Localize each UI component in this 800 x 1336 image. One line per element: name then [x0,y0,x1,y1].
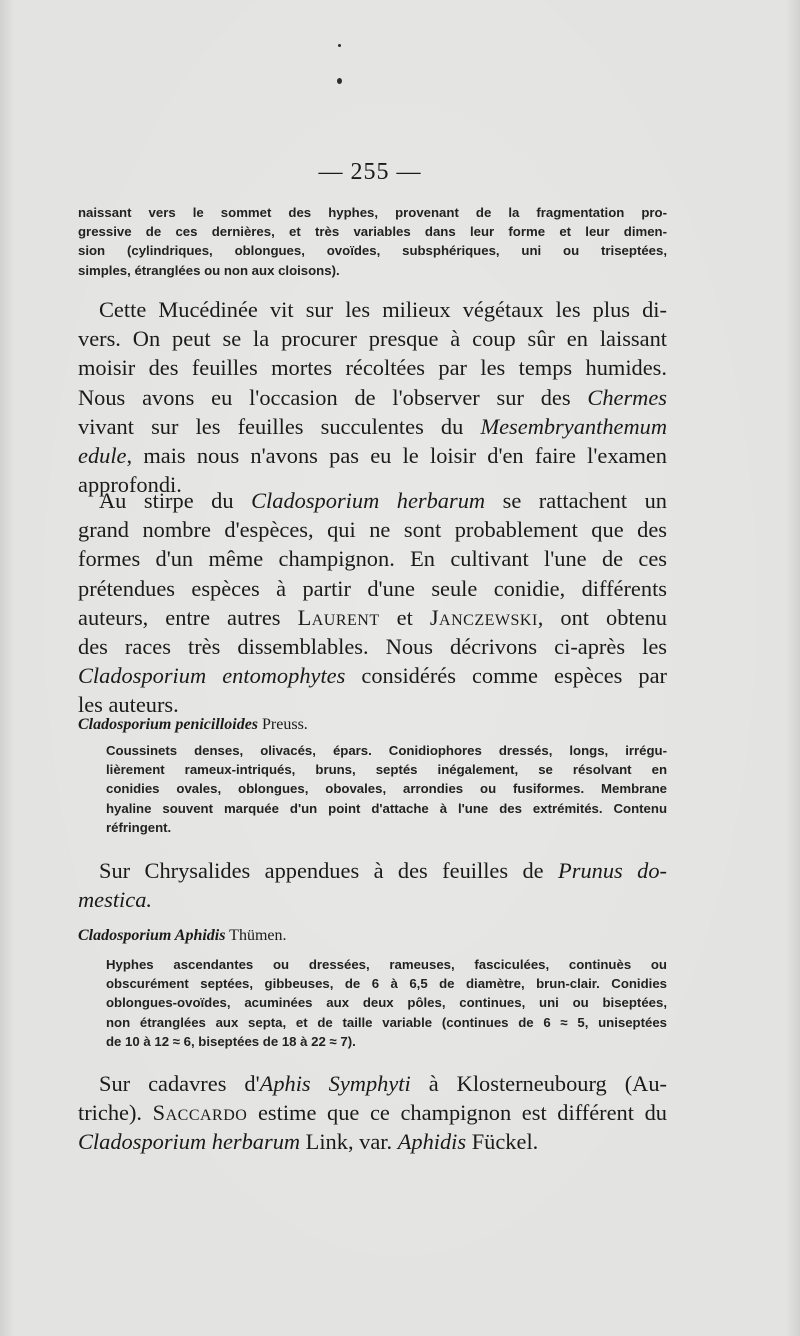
species-host-note [78,856,667,914]
text-line: de 10 à 12 ≈ 6, biseptées de 18 à 22 ≈ 7). [106,1033,356,1049]
text-line: auteurs, entre autres Laurent et Janczewski, ont obtenu [78,604,667,630]
species-description [106,955,667,1051]
text-line: vivant sur les feuilles succulentes du Mesembryanthemum [78,413,667,439]
text-line: Cladosporium entomophytes considérés comme espèces par [78,663,668,689]
paragraph-stirpe [78,486,667,720]
text-line: vers. On peut se la procurer presque à coup sûr en laissant [78,326,667,352]
text-line: non étranglées aux septa, et de taille variable (continues de 6 ≈ 5, uniseptées [106,1014,667,1030]
text-line: les auteurs. [78,692,179,718]
text-line: edule, mais nous n'avons pas eu le loisir d'en faire l'examen [78,443,667,469]
text-line: mestica. [78,887,152,913]
text-line: triche). Saccardo estime que ce champignon est différent du [78,1100,667,1126]
text-line: Cladosporium herbarum Link, var. Aphidis Fückel. [78,1129,539,1155]
text-line: des races très dissemblables. Nous décrivons ci-après les [78,634,667,660]
text-line: sion (cylindriques, oblongues, ovoïdes, subsphériques, uni ou triseptées, [78,243,667,259]
text-line: gressive de ces dernières, et très variables dans leur forme et leur dimen- [78,224,667,240]
page-number: — 255 — [318,159,422,185]
text-line: Sur cadavres d'Aphis Symphyti à Klosterneubourg (Au- [99,1071,667,1096]
text-line: grand nombre d'espèces, qui ne sont probablement que des [78,517,667,543]
text-line: Au stirpe du Cladosporium herbarum se rattachent un [99,488,667,513]
text-line: Coussinets denses, olivacés, épars. Conidiophores dressés, longs, irrégu- [106,743,667,758]
intro-paragraph [78,203,667,280]
text-line: oblongues-ovoïdes, acuminées aux deux pôles, continues, uni ou biseptées, [106,995,667,1011]
text-line: Nous avons eu l'occasion de l'observer sur des Chermes [78,384,667,410]
species-host-note [78,1069,667,1157]
text-line: simples, étranglées ou non aux cloisons). [78,262,340,278]
text-line: réfringent. [106,819,172,835]
text-line: Cette Mucédinée vit sur les milieux végétaux les plus di- [99,297,667,322]
species-description [106,741,667,837]
text-line: conidies ovales, oblongues, obovales, arrondies ou fusiformes. Membrane [106,781,667,797]
ink-speck [338,44,341,47]
paragraph-mucedinee [78,295,667,499]
species-heading: Cladosporium Aphidis Thümen. [78,927,287,944]
ink-speck [337,78,342,84]
text-line: approfondi. [78,472,182,498]
text-line: naissant vers le sommet des hyphes, provenant de la fragmentation pro- [78,205,667,220]
text-line: moisir des feuilles mortes récoltées par les temps humides. [78,355,667,381]
text-line: obscurément septées, gibbeuses, de 6 à 6,5 de diamètre, brun-clair. Conidies [106,976,667,992]
text-line: Sur Chrysalides appendues à des feuilles de Prunus do- [99,858,667,883]
species-heading: Cladosporium penicilloides Preuss. [78,716,308,733]
text-line: formes d'un même champignon. En cultivant l'une de ces [78,546,667,572]
text-line: lièrement rameux-intriqués, bruns, septés inégalement, se résolvant en [106,762,667,778]
text-line: hyaline souvent marquée d'un point d'attache à l'une des extrémités. Contenu [106,800,667,816]
text-line: prétendues espèces à partir d'une seule conidie, différents [78,575,667,601]
text-line: Hyphes ascendantes ou dressées, rameuses, fasciculées, continuès ou [106,957,667,972]
